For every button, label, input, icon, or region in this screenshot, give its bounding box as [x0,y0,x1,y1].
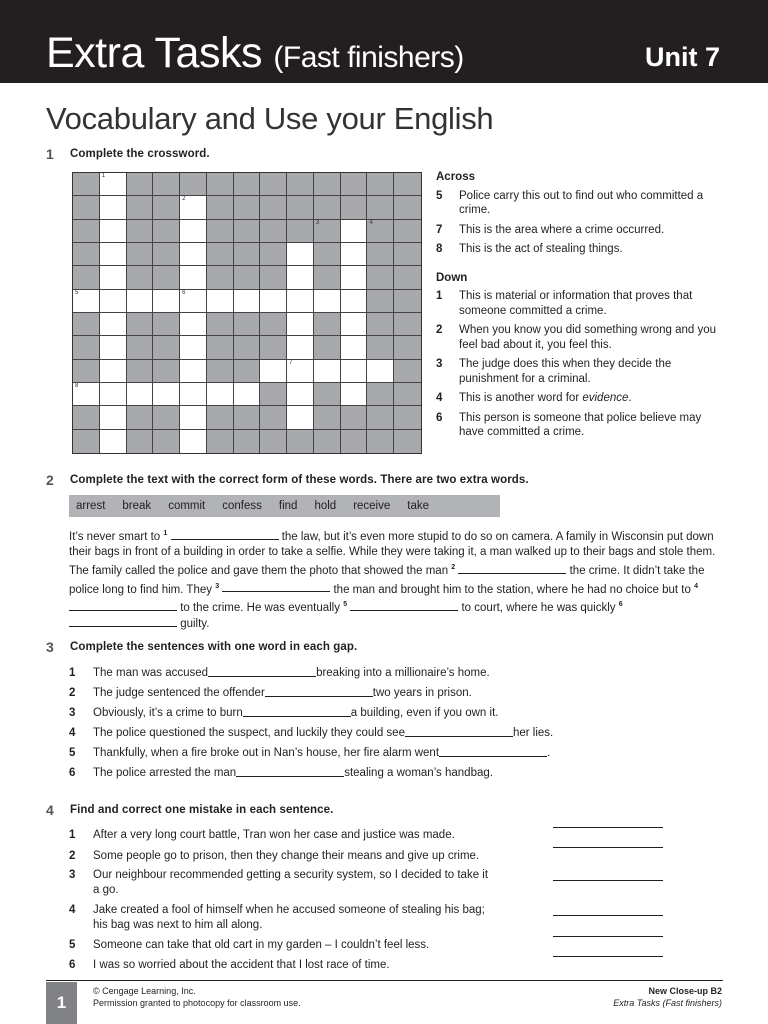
crossword-block [314,336,341,359]
crossword-block [234,266,261,289]
answer-gap[interactable] [350,600,458,611]
crossword-cell[interactable] [73,290,100,313]
crossword-cell[interactable] [180,406,207,429]
crossword-block [153,360,180,383]
q3-item: 5 Thankfully, when a fire broke out in Nan’s house, her fire alarm went . [69,747,551,759]
clue-number: 7 [436,223,443,236]
crossword-block [153,266,180,289]
q4-item: 3 Our neighbour recommended getting a security system, so I decided to take it a go. [69,869,489,896]
crossword-block [153,406,180,429]
crossword-cell[interactable] [314,360,341,383]
crossword-block [260,406,287,429]
clue-text: The judge does this when they decide the punishment for a criminal. [459,358,672,385]
crossword-block [180,173,207,196]
crossword-cell[interactable] [100,383,127,406]
crossword-block [367,406,394,429]
clue-number: 4 [436,392,443,404]
crossword-block [73,313,100,336]
crossword-cell[interactable] [100,243,127,266]
crossword-block [367,290,394,313]
crossword-block [127,220,154,243]
q3-item: 3 Obviously, it’s a crime to burn a building, even if you own it. [69,707,499,719]
crossword-block [127,313,154,336]
crossword-cell[interactable] [287,360,314,383]
crossword-cell[interactable] [341,360,368,383]
clue [436,242,726,257]
crossword-cell[interactable] [234,290,261,313]
crossword-block [341,173,368,196]
crossword-cell[interactable] [260,290,287,313]
crossword-cell[interactable] [100,290,127,313]
crossword-cell[interactable] [314,290,341,313]
crossword-block [394,290,421,313]
crossword-block [314,196,341,219]
crossword-block [287,196,314,219]
q3-item: 6 The police arrested the man stealing a woman’s handbag. [69,767,493,779]
crossword-block [394,173,421,196]
crossword-block [367,313,394,336]
crossword-block [73,430,100,453]
crossword-block [341,406,368,429]
section-title: Vocabulary and Use your English [46,101,494,136]
q4-item: 6 I was so worried about the accident that I lost race of time. [69,959,390,971]
footer-divider [46,980,723,981]
gap-number: 5 [343,601,348,609]
q3-number: 3 [46,639,54,655]
crossword-block [234,220,261,243]
crossword-block [234,406,261,429]
q2-number: 2 [46,472,54,488]
page-header [0,0,768,83]
clue [436,357,726,386]
crossword-block [234,243,261,266]
crossword-block [314,173,341,196]
crossword-cell[interactable] [180,243,207,266]
answer-gap[interactable] [265,686,373,697]
crossword-cell[interactable] [100,220,127,243]
clue-text: This is another word for evidence. [459,392,632,404]
crossword-block [73,360,100,383]
crossword-block [73,266,100,289]
correction-line[interactable] [553,880,663,881]
crossword-cell[interactable] [367,360,394,383]
crossword-block [127,266,154,289]
word-option: arrest [76,500,106,512]
crossword-cell[interactable] [180,290,207,313]
clue-text: This is the act of stealing things. [459,243,623,255]
header-title: Extra Tasks (Fast finishers) [46,29,464,77]
clue-number: 3 [315,219,320,226]
copyright: © Cengage Learning, Inc. [93,986,196,996]
crossword-cell[interactable] [207,383,234,406]
crossword-block [207,406,234,429]
crossword-block [127,406,154,429]
crossword-block [394,266,421,289]
correction-line[interactable] [553,956,663,957]
q4-item: 4 Jake created a fool of himself when he accused someone of stealing his bag; his bag was next to him all along. [69,904,485,931]
crossword-block [394,336,421,359]
answer-gap[interactable] [171,529,279,540]
crossword-block [73,220,100,243]
crossword-block [341,196,368,219]
crossword-block [367,336,394,359]
crossword-cell[interactable] [341,383,368,406]
crossword-cell[interactable] [100,360,127,383]
crossword-block [394,243,421,266]
clue-number: 3 [436,358,443,370]
crossword-cell[interactable] [180,220,207,243]
word-option: take [407,500,430,512]
crossword-block [207,196,234,219]
header-subtitle: (Fast finishers) [273,41,464,74]
crossword-cell[interactable] [127,290,154,313]
crossword-cell[interactable] [341,266,368,289]
crossword-block [260,173,287,196]
crossword-block [127,243,154,266]
clue-text: This person is someone that police believe may have committed a crime. [459,411,702,438]
crossword-block [73,336,100,359]
crossword-block [367,173,394,196]
answer-gap[interactable] [439,746,547,757]
crossword-block [153,196,180,219]
clue [436,323,726,352]
crossword-cell[interactable] [180,336,207,359]
crossword-block [260,383,287,406]
crossword-block [207,430,234,453]
word-option: hold [314,500,337,512]
clue-number: 2 [182,196,186,203]
crossword-block [260,336,287,359]
crossword-block [394,430,421,453]
crossword-block [367,220,394,243]
crossword-block [207,336,234,359]
crossword-cell[interactable] [287,383,314,406]
crossword-block [207,243,234,266]
q1-number: 1 [46,146,54,162]
page-number: 1 [46,982,77,1024]
crossword-cell[interactable] [153,383,180,406]
word-option: break [122,500,152,512]
crossword-block [314,220,341,243]
crossword-block [207,173,234,196]
crossword-block [394,196,421,219]
q3-instruction: Complete the sentences with one word in each gap. [70,641,358,653]
q4-number: 4 [46,802,54,818]
q3-item: 4 The police questioned the suspect, and luckily they could see her lies. [69,727,554,739]
crossword-block [234,360,261,383]
crossword-block [394,360,421,383]
answer-gap[interactable] [222,581,330,592]
clue-number: 8 [436,243,443,255]
crossword-cell[interactable] [287,336,314,359]
clue-text: This is the area where a crime occurred. [459,223,665,236]
across-heading: Across [436,171,475,183]
footer-left [93,985,301,1009]
answer-gap[interactable] [236,766,344,777]
crossword-block [260,313,287,336]
crossword-block [394,383,421,406]
crossword-block [127,173,154,196]
correction-line[interactable] [553,936,663,937]
unit-label: Unit 7 [644,42,720,72]
crossword-block [153,173,180,196]
crossword-cell[interactable] [287,266,314,289]
correction-line[interactable] [553,827,663,828]
q4-item: 1 After a very long court battle, Tran won her case and justice was made. [69,829,455,841]
clue [436,391,726,406]
crossword-cell[interactable] [180,383,207,406]
across-clues [436,189,726,257]
q2-instruction: Complete the text with the correct form of these words. There are two extra words. [70,474,529,486]
word-option: confess [222,500,262,512]
crossword-block [127,196,154,219]
down-heading: Down [436,271,468,284]
gap-number: 1 [163,530,168,537]
answer-gap[interactable] [458,563,566,574]
answer-gap[interactable] [243,706,351,717]
q4-instruction: Find and correct one mistake in each sentence. [70,804,334,816]
gap-number: 2 [451,563,456,571]
crossword-block [73,173,100,196]
crossword-cell[interactable] [341,290,368,313]
crossword-cell[interactable] [287,406,314,429]
word-option: receive [353,500,391,512]
crossword-block [260,220,287,243]
clue-number: 6 [182,289,186,296]
crossword-cell[interactable] [287,243,314,266]
crossword-clues [436,170,726,445]
crossword-block [153,336,180,359]
crossword-block [73,406,100,429]
down-clues [436,289,726,440]
clue-number: 6 [436,411,443,424]
crossword-cell[interactable] [73,383,100,406]
crossword-block [314,383,341,406]
crossword-block [394,406,421,429]
crossword-block [234,336,261,359]
crossword-block [394,313,421,336]
crossword-cell[interactable] [127,383,154,406]
clue-number: 1 [101,173,106,179]
answer-gap[interactable] [69,616,177,627]
crossword-block [260,266,287,289]
crossword-block [314,430,341,453]
crossword-block [73,196,100,219]
crossword-block [207,266,234,289]
crossword-block [127,336,154,359]
crossword-cell[interactable] [341,336,368,359]
crossword-cell[interactable] [234,383,261,406]
crossword-cell[interactable] [341,220,368,243]
word-option: find [278,500,298,512]
crossword-block [73,243,100,266]
clue-number: 4 [369,219,373,226]
crossword-block [260,196,287,219]
crossword-cell[interactable] [180,313,207,336]
crossword-cell[interactable] [180,196,207,219]
crossword-block [314,243,341,266]
crossword-block [287,220,314,243]
crossword-block [314,266,341,289]
q3-item: 2 The judge sentenced the offender two years in prison. [69,687,472,699]
clue-number: 8 [75,383,79,389]
crossword-cell[interactable] [100,430,127,453]
crossword-block [260,243,287,266]
crossword-block [153,220,180,243]
crossword-block [234,313,261,336]
crossword-block [394,220,421,243]
q4-item: 5 Someone can take that old cart in my garden – I couldn’t feel less. [69,939,430,951]
correction-line[interactable] [553,915,663,916]
crossword-cell[interactable] [100,266,127,289]
clue-text: Police carry this out to find out who committed a crime. [459,189,704,216]
crossword-cell[interactable] [153,290,180,313]
crossword-cell[interactable] [180,360,207,383]
crossword-block [367,196,394,219]
clue [436,223,726,238]
crossword-block [207,360,234,383]
crossword-cell[interactable] [287,313,314,336]
word-box [69,495,500,517]
book-subtitle: Extra Tasks (Fast finishers) [613,998,722,1008]
crossword-cell[interactable] [341,243,368,266]
crossword-block [127,360,154,383]
crossword-block [314,313,341,336]
crossword-cell[interactable] [100,173,127,196]
crossword-cell[interactable] [341,313,368,336]
crossword-cell[interactable] [100,336,127,359]
clue [436,411,726,440]
clue [436,289,726,318]
crossword-cell[interactable] [260,360,287,383]
crossword-block [367,266,394,289]
correction-line[interactable] [553,847,663,848]
crossword-block [207,220,234,243]
crossword-block [153,430,180,453]
crossword-block [287,173,314,196]
crossword-cell[interactable] [180,430,207,453]
crossword-block [287,430,314,453]
crossword-cell[interactable] [100,196,127,219]
crossword-block [341,430,368,453]
word-option: commit [168,500,206,512]
clue-number: 1 [436,290,443,302]
crossword-block [367,243,394,266]
q4-item: 2 Some people go to prison, then they change their means and give up crime. [69,850,480,862]
answer-gap[interactable] [208,666,316,677]
footer-right [613,985,722,1009]
answer-gap[interactable] [69,600,177,611]
permission: Permission granted to photocopy for classroom use. [93,998,301,1008]
crossword-block [153,313,180,336]
clue-text: When you know you did something wrong and you feel bad about it, you feel this. [459,324,716,351]
crossword-block [153,243,180,266]
crossword-block [367,430,394,453]
clue-number: 7 [289,359,293,366]
clue-number: 5 [75,289,79,296]
clue-number: 5 [436,189,443,202]
crossword-cell[interactable] [180,266,207,289]
crossword-block [234,430,261,453]
q2-text: It’s never smart to $^1$ the law, but it’s even more stupid to do so on camera. A family in Wisconsin put down their bags in front of a building in order to take a selfie. While they were taking it, a man walked up to their bags and stole them. The family called the police and gave them the photo that showed the man $^2$ the crime. It didn’t take the police long to find him. They $^3$ the man and brought him to the station, where he had no choice but to $^4$ to the crime. He was eventually $^5$ to court, where he was quickly $^6$ guilty. [69,530,716,631]
clue [436,189,726,218]
crossword-block [234,196,261,219]
book-title: New Close-up B2 [648,986,722,996]
gap-number: 4 [694,582,698,590]
crossword-cell[interactable] [287,290,314,313]
crossword-block [234,173,261,196]
gap-number: 3 [215,582,220,590]
q3-item: 1 The man was accused breaking into a millionaire’s home. [69,667,490,679]
gap-number: 6 [618,601,623,609]
crossword-block [127,430,154,453]
crossword-block [367,383,394,406]
crossword-grid [72,172,422,454]
crossword-block [314,406,341,429]
clue-text: This is material or information that proves that someone committed a crime. [459,290,693,317]
crossword-cell[interactable] [100,406,127,429]
crossword-cell[interactable] [207,290,234,313]
crossword-block [260,430,287,453]
crossword-cell[interactable] [100,313,127,336]
answer-gap[interactable] [405,726,513,737]
q1-instruction: Complete the crossword. [70,148,210,160]
clue-number: 2 [436,324,443,336]
crossword-block [207,313,234,336]
